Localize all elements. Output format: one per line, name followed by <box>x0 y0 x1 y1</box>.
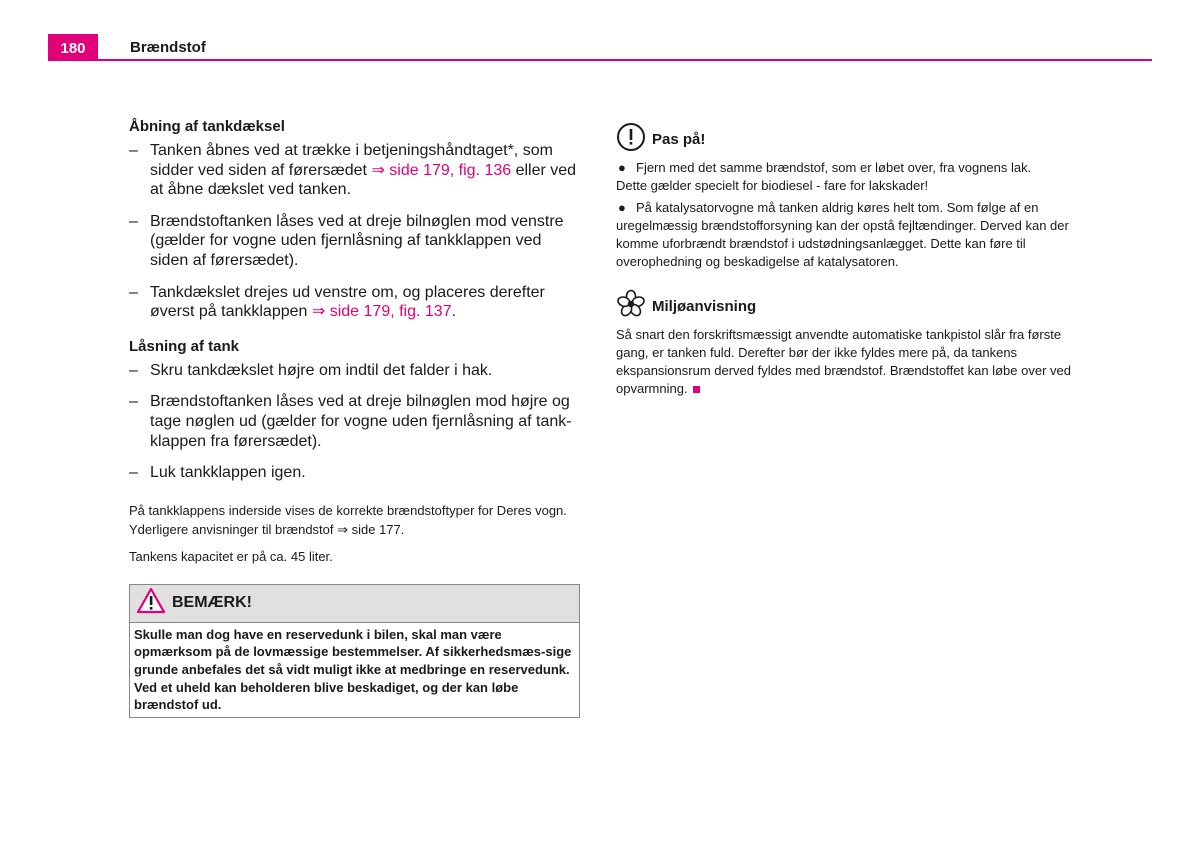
warning-triangle-icon <box>136 587 166 619</box>
caution-bullet-2: ● På katalysatorvogne må tanken aldrig køres helt tom. Som følge af en uregelmæssig brændstofforsyning kan der opstå fejltændinger. Derved kan der komme uforbrændt brændstof i udstødningsanlægget. Dette kan føre til overophedning og beskadigelse af katalysatoren. <box>616 200 1069 269</box>
warning-title: BEMÆRK! <box>172 594 252 612</box>
opening-step-2: – Brændstoftanken låses ved at dreje bilnøglen mod venstre (gælder for vogne uden fjernlåsning af tankklappen ved siden af førersædet). <box>129 212 564 269</box>
exclamation-circle-icon <box>616 122 646 157</box>
page-number: 180 <box>48 34 98 61</box>
note-capacity: Tankens kapacitet er på ca. 45 liter. <box>129 548 333 564</box>
environment-text: Så snart den forskriftsmæssigt anvendte automatiske tankpistol slår fra første gang, er tanken fuld. Derefter bør der ikke fyldes mere på, da tankens ekspansionsrum derved fyldes med brændstof. Brændstoffet kan løbe over ved opvarmning. <box>616 327 1071 396</box>
caution-bullet-1: ● Fjern med det samme brændstof, som er løbet over, fra vognens lak. Dette gælder specielt for biodiesel - fare for lakskader! <box>616 160 1032 193</box>
caution-title: Pas på! <box>652 131 706 148</box>
page-reference-link[interactable]: ⇒ side 179, fig. 136 <box>371 161 512 179</box>
chapter-title: Brændstof <box>130 39 206 56</box>
warning-header <box>130 585 579 623</box>
warning-box <box>129 584 580 718</box>
end-of-section-marker <box>693 386 700 393</box>
locking-step-2: – Brændstoftanken låses ved at dreje bilnøglen mod højre og tage nøglen ud (gælder for vogne uden fjernlåsning af tank-klappen fra førersædet). <box>129 393 572 450</box>
locking-step-3: – Luk tankklappen igen. <box>129 464 306 482</box>
right-column <box>616 122 1072 398</box>
locking-step-1: – Skru tankdækslet højre om indtil det falder i hak. <box>129 361 493 379</box>
flower-icon <box>616 289 646 324</box>
warning-body: Skulle man dog have en reservedunk i bilen, skal man være opmærksom på de lovmæssige bestemmelser. Af sikkerhedsmæs-sige grunde anbefales det så vidt muligt ikke at medbringe en reservedunk. Ved et uheld kan beholderen blive beskadiget, og der kan løbe brændstof ud. <box>134 626 572 713</box>
left-column <box>129 118 580 718</box>
header-rule <box>48 59 1152 61</box>
opening-heading: Åbning af tankdæksel <box>129 118 285 135</box>
note-fuel-types: På tankklappens inderside vises de korrekte brændstoftyper for Deres vogn. Yderligere anvisninger til brændstof ⇒ side 177. <box>129 502 567 537</box>
opening-step-3: – Tankdækslet drejes ud venstre om, og placeres derefter øverst på tankklappen ⇒ side 179, fig. 137. <box>129 283 545 321</box>
locking-heading: Låsning af tank <box>129 337 240 355</box>
environment-title: Miljøanvisning <box>652 298 757 315</box>
page-reference-link[interactable]: ⇒ side 179, fig. 137 <box>311 303 452 321</box>
opening-step-1: – Tanken åbnes ved at trække i betjeningshåndtaget*, som sidder ved siden af førersædet ⇒ side 179, fig. 136 eller ved at åbne dækslet ved tanken. <box>129 142 577 199</box>
environment-header <box>616 289 1072 324</box>
caution-header <box>616 122 1072 157</box>
